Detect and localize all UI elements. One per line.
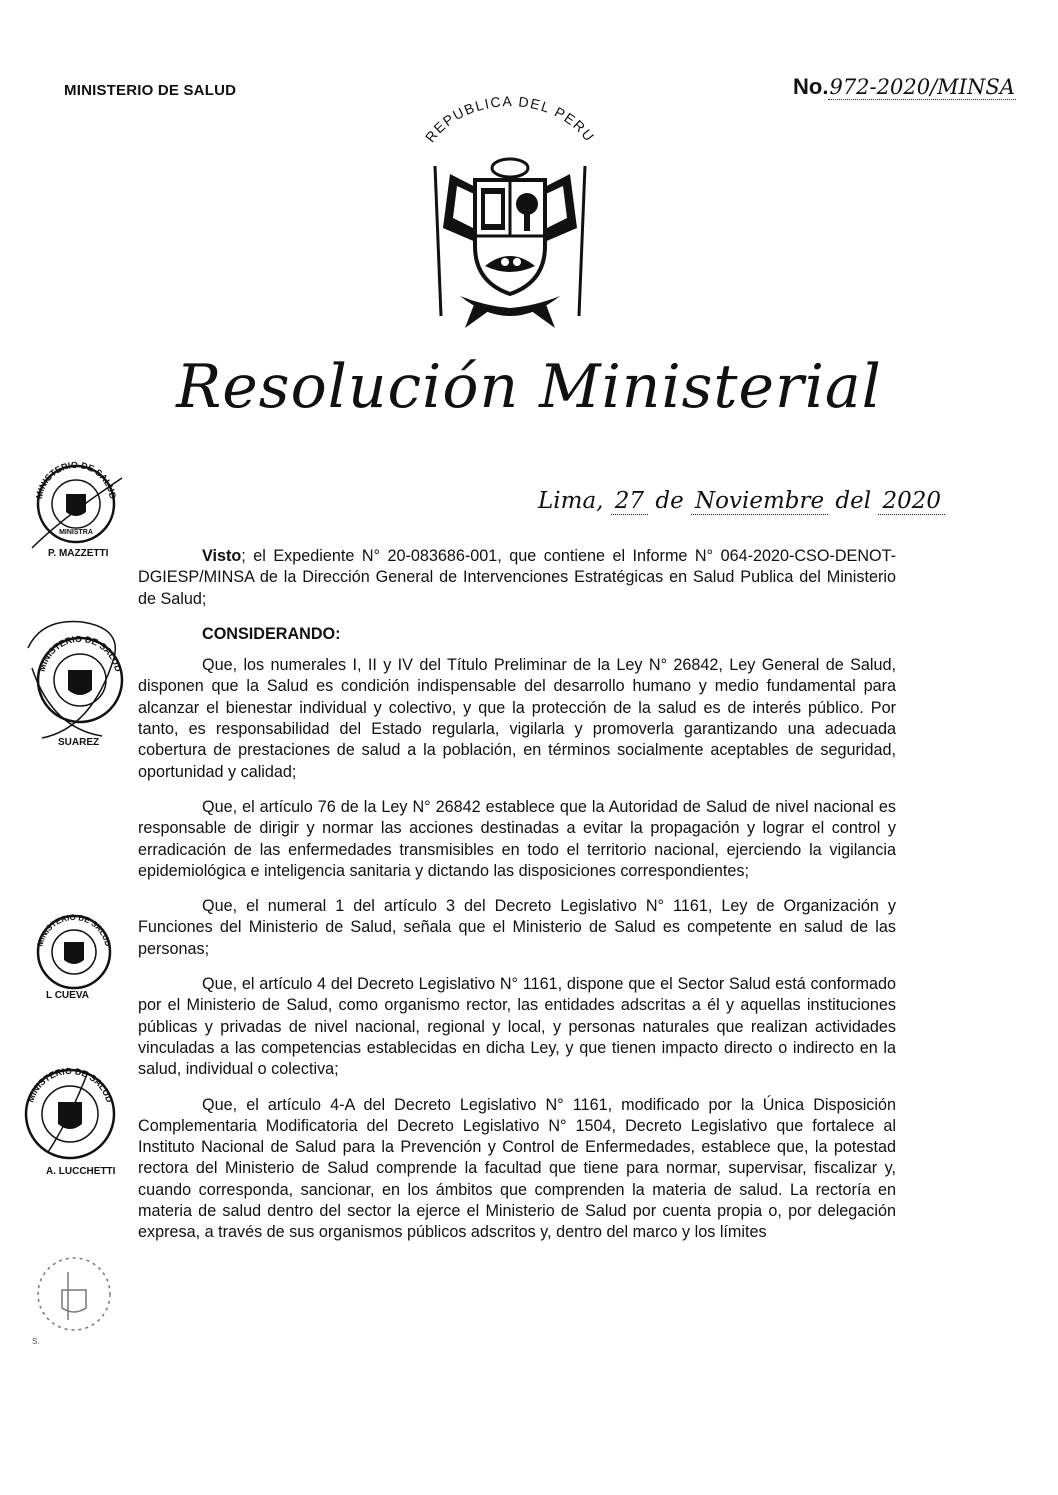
seal-sub-text: MINISTRA — [59, 529, 93, 536]
visto-text: ; el Expediente N° 20-083686-001, que contiene el Informe N° 064-2020-CSO-DENOT-DGIESP/MINSA de la Dirección General de Intervenciones Estratégicas en Salud Publica del Ministerio de Salud; — [138, 547, 896, 608]
ministry-header: MINISTERIO DE SALUD — [64, 82, 237, 99]
seal-ring-text: MINISTERIO DE SALUD — [36, 633, 124, 673]
visto-paragraph — [138, 546, 896, 610]
body-paragraph: Que, los numerales I, II y IV del Título Preliminar de la Ley N° 26842, Ley General de Salud, disponen que la Salud es condición indispensable del desarrollo humano y medio fundamental para alcanzar el bienestar individual y colectivo, y que la protección de la salud es de interés público. Por tanto, es responsabilidad del Estado regularla, vigilarla y promoverla garantizando una adecuada cobertura de prestaciones de salud a la población, en términos socialmente aceptables de seguridad, oportunidad y calidad; — [138, 656, 896, 781]
ministry-seal-icon — [22, 458, 132, 554]
svg-text:MINISTERIO DE SALUD — [25, 1066, 114, 1104]
faint-seal-icon — [28, 1250, 122, 1348]
ministry-seal-icon — [28, 912, 120, 992]
seal-ring-text: MINISTERIO DE SALUD — [25, 1065, 115, 1104]
seal-signer-name: P. MAZZETTI — [48, 548, 109, 559]
visto-label: Visto — [202, 547, 242, 565]
svg-text:REPUBLICA DEL PERU — [422, 96, 598, 145]
coat-of-arms-icon — [405, 96, 615, 336]
seal-signer-name: S. — [32, 1337, 40, 1346]
crest-arc-text: REPUBLICA DEL PERU — [421, 96, 599, 146]
seal-ring-text: MINISTERIO DE SALUD — [35, 912, 113, 948]
seal-signer-name: L CUEVA — [46, 990, 89, 1001]
seal-signer-name: SUAREZ — [58, 737, 100, 748]
resolution-number-value: 972-2020/MINSA — [829, 75, 1015, 99]
dateline-del: del — [835, 488, 872, 514]
ministry-seal-icon — [18, 1062, 122, 1168]
resolution-number-prefix: No. — [793, 74, 829, 99]
dateline-month: Noviembre — [691, 488, 828, 515]
dateline — [538, 488, 945, 514]
seal-signer-name: A. LUCCHETTI — [46, 1166, 116, 1177]
body-paragraph: Que, el numeral 1 del artículo 3 del Decreto Legislativo N° 1161, Ley de Organización y Funciones del Ministerio de Salud, señala que el Ministerio de Salud es competente en salud de las personas; — [138, 897, 896, 958]
dateline-city: Lima, — [538, 488, 604, 514]
document-title: Resolución Ministerial — [176, 352, 882, 422]
body-paragraph: Que, el artículo 4-A del Decreto Legislativo N° 1161, modificado por la Única Disposición Complementaria Modificatoria del Decreto Legislativo N° 1504, Decreto Legislativo que fortalece al Instituto Nacional de Salud para la Prevención y Control de Enfermedades, establece que, la potestad rectora del Ministerio de Salud comprende la facultad que tiene para normar, supervisar, fiscalizar y, cuando corresponda, sancionar, en los ámbitos que comprenden la materia de salud. La rectoría en materia de salud dentro del sector la ejerce el Ministerio de Salud por cuenta propia o, por delegación expresa, a través de sus organismos públicos adscritos y, dentro del marco y los límites — [138, 1095, 896, 1242]
body-paragraph: Que, el artículo 4 del Decreto Legislativo N° 1161, dispone que el Sector Salud está conformado por el Ministerio de Salud, como organismo rector, las entidades adscritas a él y aquellas instituciones públicas y privadas de nivel nacional, regional y local, y personas naturales que realizan actividades vinculadas a las competencias establecidas en dicha Ley, y que tienen impacto directo o indirecto en la salud, individual o colectiva; — [138, 975, 896, 1079]
seal-ring-text: MINISTERIO DE SALUD — [34, 459, 118, 500]
considerando-heading: CONSIDERANDO: — [202, 624, 341, 643]
dateline-day: 27 — [611, 488, 648, 515]
dateline-year: 2020 — [878, 488, 945, 515]
ministry-seal-icon — [22, 608, 134, 748]
document-body — [138, 546, 896, 1258]
dateline-de: de — [655, 488, 684, 514]
resolution-number — [793, 74, 1016, 100]
body-paragraph: Que, el artículo 76 de la Ley N° 26842 establece que la Autoridad de Salud de nivel nacional es responsable de dirigir y normar las acciones destinadas a evitar la propagación y lograr el control y erradicación de las enfermedades transmisibles en todo el territorio nacional, ejerciendo la vigilancia epidemiológica e inteligencia sanitaria y dictando las disposiciones correspondientes; — [138, 797, 896, 880]
